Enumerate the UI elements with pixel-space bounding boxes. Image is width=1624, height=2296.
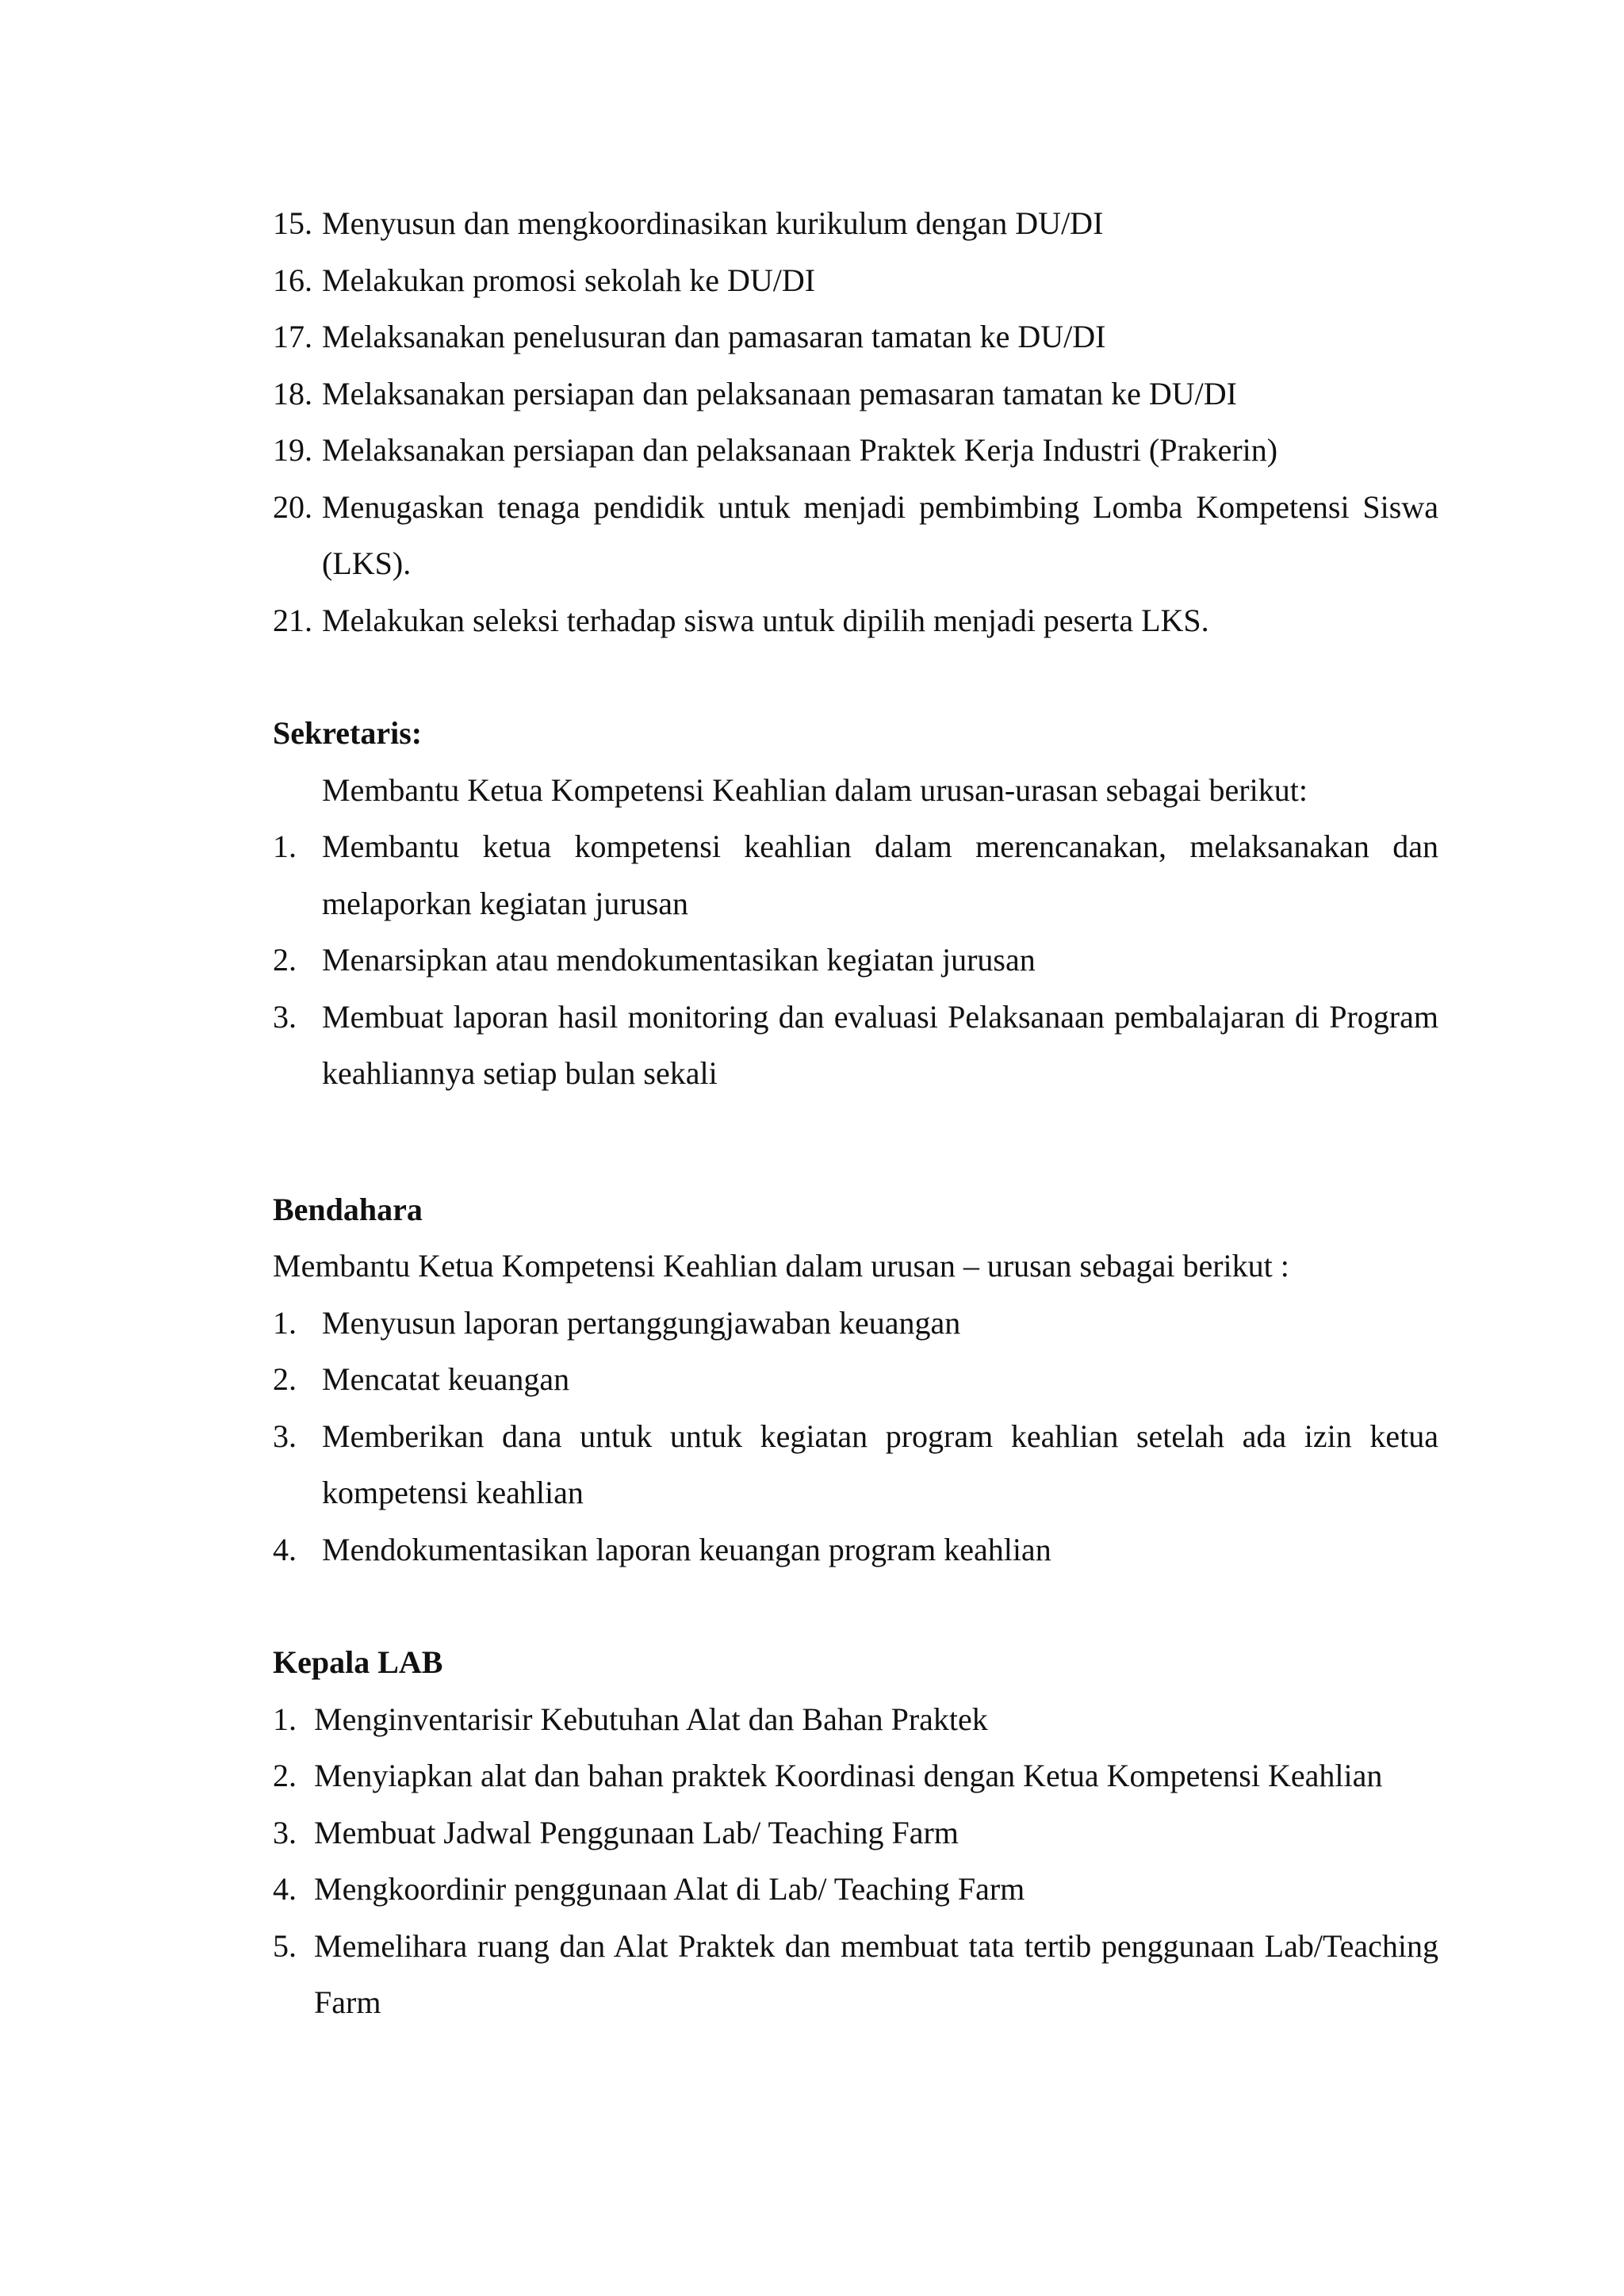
- list-item-text: Melaksanakan persiapan dan pelaksanaan pemasaran tamatan ke DU/DI: [322, 375, 1237, 411]
- spacer: [273, 649, 1438, 705]
- list-item-number: 17.: [273, 319, 312, 354]
- list-item-text: Menarsipkan atau mendokumentasikan kegiatan jurusan: [322, 942, 1036, 978]
- list-item-text: Menginventarisir Kebutuhan Alat dan Bahan Praktek: [314, 1701, 988, 1737]
- list-item-number: 20.: [273, 488, 312, 525]
- list-item-text: Mengkoordinir penggunaan Alat di Lab/ Teaching Farm: [314, 1871, 1025, 1907]
- list-item-number: 4.: [273, 1531, 297, 1567]
- list-item: [273, 1747, 1438, 1804]
- sekretaris-task-list: [273, 818, 1438, 1102]
- list-item-text: Menyusun dan mengkoordinasikan kurikulum dengan DU/DI: [322, 205, 1104, 241]
- section-heading: Sekretaris:: [273, 715, 423, 751]
- list-item-number: 3.: [273, 1814, 297, 1850]
- list-item-text: Menugaskan tenaga pendidik untuk menjadi pembimbing Lomba Kompetensi Siswa (LKS).: [322, 488, 1438, 581]
- list-item-number: 3.: [273, 998, 297, 1035]
- section-intro: Membantu Ketua Kompetensi Keahlian dalam urusan-urasan sebagai berikut:: [322, 771, 1308, 808]
- list-item-number: 2.: [273, 1758, 297, 1793]
- list-item: [273, 932, 1438, 989]
- list-item: [273, 479, 1438, 592]
- list-item: [273, 1804, 1438, 1862]
- list-item: [273, 1691, 1438, 1748]
- list-item-text: Membuat laporan hasil monitoring dan evaluasi Pelaksanaan pembalajaran di Program keahliannya setiap bulan sekali: [322, 998, 1438, 1091]
- list-item-text: Membantu ketua kompetensi keahlian dalam merencanakan, melaksanakan dan melaporkan kegiatan jurusan: [322, 828, 1438, 921]
- list-item-text: Memelihara ruang dan Alat Praktek dan membuat tata tertib penggunaan Lab/Teaching Farm: [314, 1927, 1438, 2020]
- list-item-text: Menyusun laporan pertanggungjawaban keuangan: [322, 1304, 961, 1341]
- list-item: [273, 1918, 1438, 2031]
- list-item-text: Melakukan seleksi terhadap siswa untuk dipilih menjadi peserta LKS.: [322, 602, 1209, 638]
- list-item-text: Melaksanakan persiapan dan pelaksanaan Praktek Kerja Industri (Prakerin): [322, 432, 1278, 468]
- list-item: [273, 1861, 1438, 1918]
- spacer: [273, 1578, 1438, 1634]
- list-item: [273, 989, 1438, 1102]
- list-item-number: 21.: [273, 602, 312, 638]
- list-item-number: 16.: [273, 262, 312, 298]
- list-item: [273, 1408, 1438, 1521]
- section-intro: Membantu Ketua Kompetensi Keahlian dalam urusan – urusan sebagai berikut :: [273, 1248, 1289, 1284]
- list-item: [273, 1351, 1438, 1408]
- list-item-text: Mendokumentasikan laporan keuangan program keahlian: [322, 1531, 1051, 1567]
- page-content: [273, 195, 1438, 2031]
- list-item: [273, 818, 1438, 932]
- list-item-text: Memberikan dana untuk untuk kegiatan program keahlian setelah ada izin ketua kompetensi keahlian: [322, 1418, 1438, 1510]
- list-item-text: Menyiapkan alat dan bahan praktek Koordinasi dengan Ketua Kompetensi Keahlian: [314, 1758, 1383, 1793]
- list-item: [273, 592, 1438, 649]
- kepala-lab-task-list: [273, 1691, 1438, 2031]
- list-item-number: 1.: [273, 1304, 297, 1341]
- spacer: [273, 1102, 1438, 1181]
- list-item-text: Mencatat keuangan: [322, 1361, 570, 1397]
- list-item: [273, 252, 1438, 309]
- section-bendahara: [273, 1181, 1438, 1578]
- section-heading: Kepala LAB: [273, 1644, 443, 1680]
- list-item-number: 2.: [273, 942, 297, 978]
- list-item: [273, 1295, 1438, 1352]
- list-item-number: 2.: [273, 1361, 297, 1397]
- task-list-continued: [273, 195, 1438, 649]
- section-heading: Bendahara: [273, 1191, 423, 1227]
- list-item: [273, 195, 1438, 252]
- section-sekretaris: [273, 705, 1438, 1102]
- list-item-number: 4.: [273, 1871, 297, 1907]
- list-item-text: Melakukan promosi sekolah ke DU/DI: [322, 262, 816, 298]
- list-item: [273, 308, 1438, 365]
- section-kepala-lab: [273, 1634, 1438, 2031]
- list-item-number: 19.: [273, 432, 312, 468]
- list-item-number: 3.: [273, 1418, 297, 1454]
- list-item-number: 5.: [273, 1927, 297, 1964]
- list-item: [273, 365, 1438, 423]
- list-item: [273, 422, 1438, 479]
- list-item-number: 18.: [273, 375, 312, 411]
- list-item-text: Membuat Jadwal Penggunaan Lab/ Teaching Farm: [314, 1814, 959, 1850]
- list-item-text: Melaksanakan penelusuran dan pamasaran tamatan ke DU/DI: [322, 319, 1106, 354]
- list-item-number: 15.: [273, 205, 312, 241]
- list-item-number: 1.: [273, 1701, 297, 1737]
- list-item-number: 1.: [273, 828, 297, 864]
- bendahara-task-list: [273, 1295, 1438, 1578]
- list-item: [273, 1521, 1438, 1578]
